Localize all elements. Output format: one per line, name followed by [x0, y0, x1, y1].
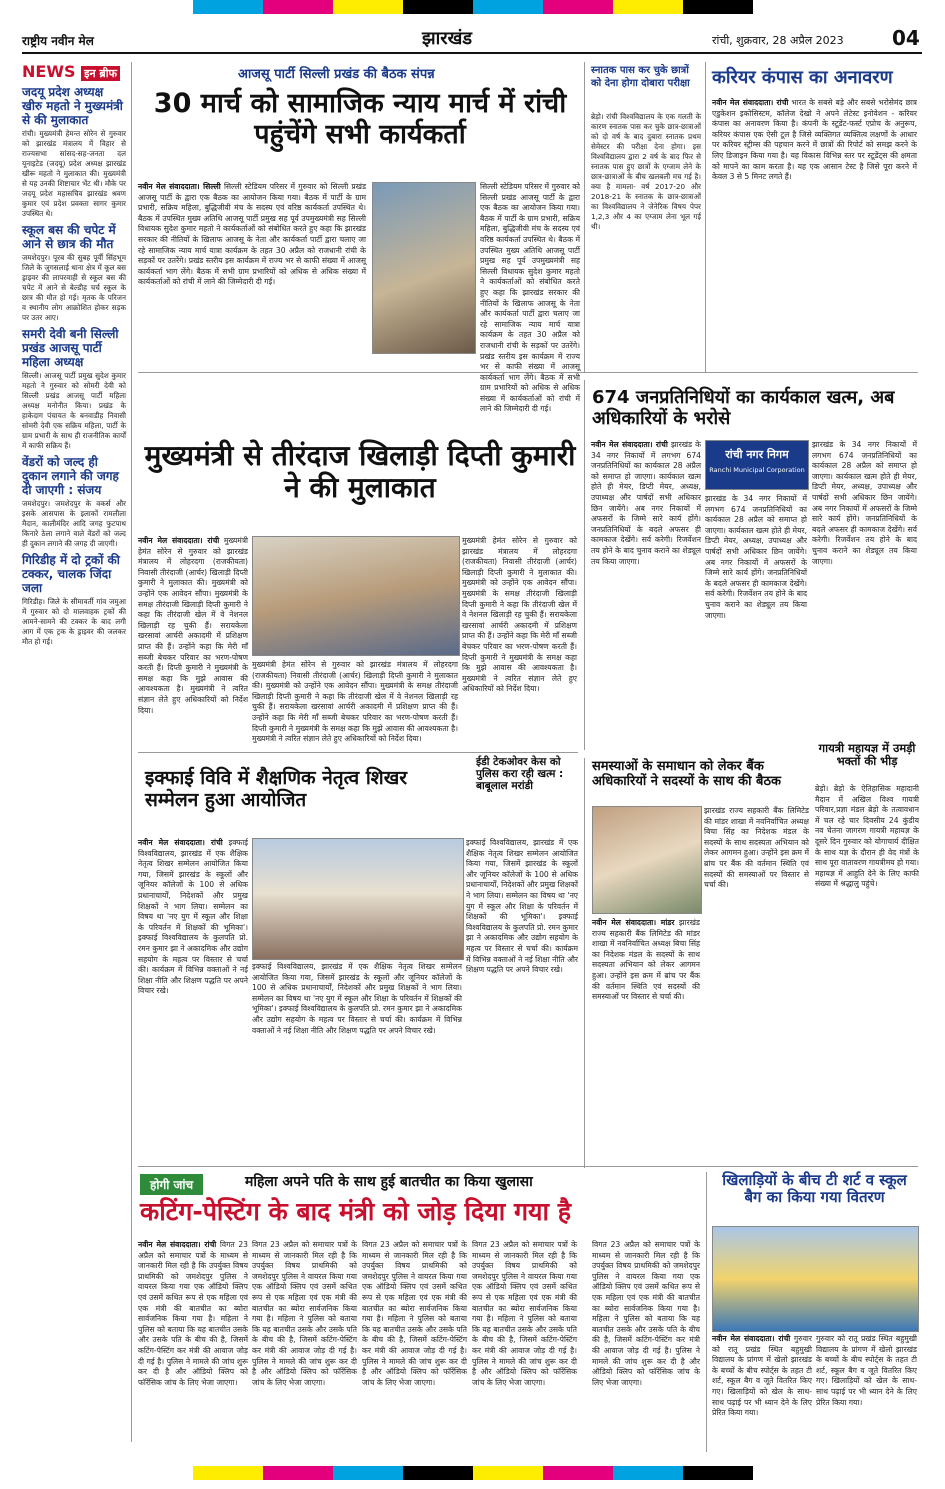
story1-photo-meeting [372, 182, 476, 354]
story10-headline: समस्याओं के समाधान को लेकर बैंक अधिकारियों ने सदस्यों के साथ की बैठक [592, 759, 782, 789]
section-title: झारखंड [422, 28, 472, 49]
story6-headline: करियर कंपास का अनावरण [712, 67, 893, 88]
color-registration-bar-bottom [0, 1466, 945, 1480]
story4-kicker: होगी जांच [140, 1174, 203, 1195]
brief-item: गिरिडीह में दो ट्रकों की टक्कर, चालक जिंदा जला गिरिडीह। जिले के सीमावर्ती गांव जमुआ में गुरुवार को दो मालवाहक ट्रकों की आमने-सामने की टक्कर के बाद लगी आग में एक ट्रक के ड्राइवर की जलकर मौत हो गई। [22, 553, 126, 646]
story7-body-col2: झारखंड के 34 नगर निकायों में लगभग 674 जनप्रतिनिधियों का कार्यकाल 28 अप्रैल को समाप्त हो जाएगा। कार्यकाल खत्म होते ही मेयर, डिप्टी मेयर, अध्यक्ष, उपाध्यक्ष और पार्षदों सभी अधिकार छिन जायेंगे। अब नगर निकायों में अफसरों के जिम्मे सारे कार्य होंगे। जनप्रतिनिधियों के बदले अफसर ही कामकाज देखेंगे। सर्व करेगी। रिजर्वेशन तय होने के बाद चुनाव कराने का शेड्यूल तय किया जाएगा। [705, 494, 807, 620]
story3-photo-event [252, 838, 464, 960]
story8-body: ब्रेड़ो। ब्रेड़ो के ऐतिहासिक महादानी मैदान में अखिल विश्व गायत्री परिवार,प्रज्ञा मंडल ब्रेड़ो के तत्वावधान में चल रहे चार दिवसीय 24 कुंडीय नव चेतना जागरण गायत्री महायज्ञ के दूसरे दिन गुरुवार को योगाचार्य दीक्षित के साथ यज्ञ के दौरान ही वेद मंत्रों के साथ पूरा वातावरण गायत्रीमय हो गया। महायज्ञ में आहुति देने के लिए काफी संख्या में श्रद्धालु पहुंचे। [815, 784, 919, 889]
story3-body-col2: इक्फाई विश्वविद्यालय, झारखंड में एक शैक्षिक नेतृत्व शिखर सम्मेलन आयोजित किया गया, जिसमें झारखंड के स्कूलों और जूनियर कॉलेजों के 100 से अधिक प्रधानाचार्यों, निदेशकों और प्रमुख शिक्षकों ने भाग लिया। सम्मेलन का विषय था 'नए युग में स्कूल और शिक्षा के परिवर्तन में शिक्षकों की भूमिका'। इक्फाई विश्वविद्यालय के कुलपति प्रो. रमन कुमार झा ने अकादमिक और उद्योग सहयोग के महत्व पर विस्तार से चर्चा की। कार्यक्रम में विभिन्न वक्ताओं ने नई शिक्षा नीति और शिक्षण पद्धति पर अपने विचार रखे। [252, 962, 462, 1035]
story11-body: नवीन मेल संवाददाता। रांची गुरुवार को रातू प्रखंड स्थित बहुमुखी विद्यालय के प्रांगण में खेलो झारखंड के बच्चों के बीच स्पोर्ट्स के तहत टी शर्ट, स्कूल बैग व जूते वितरित किए गए। खिलाड़ियों को खेल के साथ-साथ पढ़ाई पर भी ध्यान देने के लिए प्रेरित किया गया। [712, 1334, 812, 1418]
story8-headline: गायत्री महायज्ञ में उमड़ी भक्तों की भीड़ [818, 741, 916, 769]
story9-headline: ईडी टेकओवर केस को पुलिस करा रही खत्म : बाबूलाल मरांडी [476, 756, 564, 793]
story10-body-col2: झारखंड राज्य सहकारी बैंक लिमिटेड की मांडर शाखा में नवनिर्वाचित अध्यक्ष बिचा सिंह का निदेशक मंडल के सदस्यों के साथ सदस्यता अभियान को लेकर आगमन हुआ। उन्होंने इस क्रम में ब्रांच पर बैंक की वर्तमान स्थिति एवं सदस्यों की समस्याओं पर विस्तार से चर्चा की। [704, 806, 809, 890]
story2-body-col2: मुख्यमंत्री हेमंत सोरेन से गुरुवार को झारखंड मंत्रालय में लोहरदगा (राजकीयता) निवासी तीरंदाजी (आर्चर) खिलाड़ी दिप्ती कुमारी ने मुलाकात की। मुख्यमंत्री को उन्होंने एक आवेदन सौंपा। मुख्यमंत्री के समक्ष तीरंदाजी खिलाड़ी दिप्ती कुमारी ने कहा कि तीरंदाजी खेल में वे नेशनल खिलाड़ी रह चुकी हैं। सरायकेला खरसावां आर्चरी अकादमी में प्रशिक्षण प्राप्त की हैं। उन्होंने कहा कि मेरी माँ सब्जी बेचकर परिवार का भरण-पोषण करती हैं। दिप्ती कुमारी ने मुख्यमंत्री के समक्ष कहा कि मुझे आवास की आवश्यकता है। मुख्यमंत्री ने त्वरित संज्ञान लेते हुए अधिकारियों को निर्देश दिया। [252, 660, 458, 744]
story1-headline: 30 मार्च को सामाजिक न्याय मार्च में रांची पहुंचेंगे सभी कार्यकर्ता [153, 88, 567, 151]
story4-body: नवीन मेल संवाददाता। रांची विगत 23 अप्रैल को समाचार पत्रों के माध्यम से जानकारी मिल रही है कि उपर्युक्त विषय प्राथमिकी को जमशेदपुर पुलिस ने वायरल किया गया एक ऑडियो क्लिप एवं उसमें कथित रूप से एक महिला एवं एक मंत्री की बातचीत का ब्योरा सार्वजनिक किया गया है। महिला ने पुलिस को बताया कि यह बातचीत उसके और उसके पति के बीच की है, जिसमें कटिंग-पेस्टिंग कर मंत्री की आवाज जोड़ दी गई है। पुलिस ने मामले की जांच शुरू कर दी है और ऑडियो क्लिप को फॉरेंसिक जांच के लिए भेजा जाएगा। [138, 1240, 248, 1387]
story7-body-col3: झारखंड के 34 नगर निकायों में लगभग 674 जनप्रतिनिधियों का कार्यकाल 28 अप्रैल को समाप्त हो जाएगा। कार्यकाल खत्म होते ही मेयर, डिप्टी मेयर, अध्यक्ष, उपाध्यक्ष और पार्षदों सभी अधिकार छिन जायेंगे। अब नगर निकायों में अफसरों के जिम्मे सारे कार्य होंगे। जनप्रतिनिधियों के बदले अफसर ही कामकाज देखेंगे। सर्व करेगी। रिजर्वेशन तय होने के बाद चुनाव कराने का शेड्यूल तय किया जाएगा। [812, 440, 917, 566]
story1-body: नवीन मेल संवाददाता। सिल्ली सिल्ली स्टेडियम परिसर में गुरुवार को सिल्ली प्रखंड आजसू पार्टी के द्वारा एक बैठक का आयोजन किया गया। बैठक में पार्टी के ग्राम प्रभारी, सक्रिय महिला, बुद्धिजीवी मंच के सदस्य एवं वरिष्ठ कार्यकर्ता उपस्थित थे। बैठक में उपस्थित मुख्य अतिथि आजसू पार्टी प्रमुख सह पूर्व उपमुख्यमंत्री सह सिल्ली विधायक सुदेश कुमार महतो ने कार्यकर्ताओं को संबोधित करते हुए कहा कि झारखंड सरकार की नीतियों के खिलाफ आजसू के नेता और कार्यकर्ता पार्टी द्वारा चलाए जा रहे सामाजिक न्याय मार्च यात्रा कार्यक्रम के तहत 30 अप्रैल को राजधानी रांची के सड़कों पर उतरेंगे। प्रखंड स्तरीय इस कार्यक्रम में राज्य भर से काफी संख्या में आजसू कार्यकर्ता भाग लेंगे। बैठक में सभी ग्राम प्रभारियों को अधिक से अधिक संख्या में कार्यकर्ताओं को रांची में लाने की जिम्मेदारी दी गई। [138, 182, 367, 287]
masthead [22, 22, 922, 54]
story4-deck: महिला अपने पति के साथ हुई बातचीत का किया खुलासा [245, 1174, 533, 1190]
story10-body: नवीन मेल संवाददाता। मांडर झारखंड राज्य सहकारी बैंक लिमिटेड की मांडर शाखा में नवनिर्वाचित अध्यक्ष बिचा सिंह का निदेशक मंडल के सदस्यों के साथ सदस्यता अभियान को लेकर आगमन हुआ। उन्होंने इस क्रम में ब्रांच पर बैंक की वर्तमान स्थिति एवं सदस्यों की समस्याओं पर विस्तार से चर्चा की। [592, 918, 700, 1002]
color-registration-bar-top [0, 0, 945, 14]
brief-item: जदयू प्रदेश अध्यक्ष खीरु महतो ने मुख्यमंत्री से की मुलाकात रांची। मुख्यमंत्री हेमन्त सोरेन से गुरुवार को झारखंड मंत्रालय में विहार से राज्यसभा सांसद-सह-जनता दल यूनाइटेड (जदयू) प्रदेश अध्यक्ष झारखंड खीरू महतो ने मुलाकात की। मुख्यमंत्री से यह उनकी शिष्टाचार भेंट थी। मौके पर जदयू प्रदेश महासचिव झारखंड श्रवण कुमार एवं प्रदेश प्रवक्ता सागर कुमार उपस्थित थे। [22, 85, 126, 218]
brief-item: वेंडरों को जल्द ही दुकान लगाने की जगह दी जाएगी : संजय जमशेदपुर। जमशेदपुर के वकर्स और इसके आसपास के इलाकों रामलीला मैदान, कालीमंदिर आदि जगह फुटपाथ किनारे ठेला लगाने वाले वेंडरों को जल्द ही दुकान लगाने की जगह दी जाएगी। [22, 455, 126, 548]
date-line: रांची, शुक्रवार, 28 अप्रैल 2023 [712, 34, 844, 47]
story11-body-col2: गुरुवार को रातू प्रखंड स्थित बहुमुखी विद्यालय के प्रांगण में खेलो झारखंड के बच्चों के बीच स्पोर्ट्स के तहत टी शर्ट, स्कूल बैग व जूते वितरित किए गए। खिलाड़ियों को खेल के साथ-साथ पढ़ाई पर भी ध्यान देने के लिए प्रेरित किया गया। [816, 1334, 917, 1407]
story4-body-col4: विगत 23 अप्रैल को समाचार पत्रों के माध्यम से जानकारी मिल रही है कि उपर्युक्त विषय प्राथमिकी को जमशेदपुर पुलिस ने वायरल किया गया एक ऑडियो क्लिप एवं उसमें कथित रूप से एक महिला एवं एक मंत्री की बातचीत का ब्योरा सार्वजनिक किया गया है। महिला ने पुलिस को बताया कि यह बातचीत उसके और उसके पति के बीच की है, जिसमें कटिंग-पेस्टिंग कर मंत्री की आवाज जोड़ दी गई है। पुलिस ने मामले की जांच शुरू कर दी है और ऑडियो क्लिप को फॉरेंसिक जांच के लिए भेजा जाएगा। [472, 1240, 577, 1387]
story4-headline: कटिंग-पेस्टिंग के बाद मंत्री को जोड़ दिया गया है [140, 1197, 572, 1226]
story11-headline: खिलाड़ियों के बीच टी शर्ट व स्कूल बैग का किया गया वितरण [722, 1171, 907, 1207]
story1-kicker: आजसू पार्टी सिल्ली प्रखंड की बैठक संपन्न [238, 67, 435, 82]
story3-headline: इक्फाई विवि में शैक्षणिक नेतृत्व शिखर सम्मेलन हुआ आयोजित [145, 767, 408, 811]
story5-body: ब्रेड़ो। रांची विश्वविद्यालय के एक गलती के कारण स्नातक पास कर चुके छात्र-छात्राओं को दो वर्ष के बाद दुबारा स्नातक प्रथम सेमेस्टर की परीक्षा देना होगा। इस विश्वविद्यालय द्वारा 2 वर्ष के बाद फिर से स्नातक पास हुए छात्रों के एग्जाम लेने के छात्र-छात्राओं के बीच खलबली मच गई है। क्या है मामला- वर्ष 2017-20 और 2018-21 के स्नातक के छात्र-छात्राओं का विश्वविद्यालय ने जेनेरिक विषय पेपर 1,2,3 और 4 का एग्जाम लेना भूल गई थी। [591, 112, 701, 231]
story7-headline: 674 जनप्रतिनिधियों का कार्यकाल खत्म, अब अधिकारियों के भरोसे [592, 387, 895, 429]
story11-photo-students [712, 1226, 919, 1332]
story5-kicker: स्नातक पास कर चुके छात्रों को देना होगा दोबारा परीक्षा [591, 65, 690, 89]
story1-body-col3: सिल्ली स्टेडियम परिसर में गुरुवार को सिल्ली प्रखंड आजसू पार्टी के द्वारा एक बैठक का आयोजन किया गया। बैठक में पार्टी के ग्राम प्रभारी, सक्रिय महिला, बुद्धिजीवी मंच के सदस्य एवं वरिष्ठ कार्यकर्ता उपस्थित थे। बैठक में उपस्थित मुख्य अतिथि आजसू पार्टी प्रमुख सह पूर्व उपमुख्यमंत्री सह सिल्ली विधायक सुदेश कुमार महतो ने कार्यकर्ताओं को संबोधित करते हुए कहा कि झारखंड सरकार की नीतियों के खिलाफ आजसू के नेता और कार्यकर्ता पार्टी द्वारा चलाए जा रहे सामाजिक न्याय मार्च यात्रा कार्यक्रम के तहत 30 अप्रैल को राजधानी रांची के सड़कों पर उतरेंगे। प्रखंड स्तरीय इस कार्यक्रम में राज्य भर से काफी संख्या में आजसू कार्यकर्ता भाग लेंगे। बैठक में सभी ग्राम प्रभारियों को अधिक से अधिक संख्या में कार्यकर्ताओं को रांची में लाने की जिम्मेदारी दी गई। [480, 182, 580, 414]
story3-body-col3: इक्फाई विश्वविद्यालय, झारखंड में एक शैक्षिक नेतृत्व शिखर सम्मेलन आयोजित किया गया, जिसमें झारखंड के स्कूलों और जूनियर कॉलेजों के 100 से अधिक प्रधानाचार्यों, निदेशकों और प्रमुख शिक्षकों ने भाग लिया। सम्मेलन का विषय था 'नए युग में स्कूल और शिक्षा के परिवर्तन में शिक्षकों की भूमिका'। इक्फाई विश्वविद्यालय के कुलपति प्रो. रमन कुमार झा ने अकादमिक और उद्योग सहयोग के महत्व पर विस्तार से चर्चा की। कार्यक्रम में विभिन्न वक्ताओं ने नई शिक्षा नीति और शिक्षण पद्धति पर अपने विचार रखे। [466, 838, 578, 975]
paper-name: राष्ट्रीय नवीन मेल [22, 34, 94, 48]
story4-body-col3: विगत 23 अप्रैल को समाचार पत्रों के माध्यम से जानकारी मिल रही है कि उपर्युक्त विषय प्राथमिकी को जमशेदपुर पुलिस ने वायरल किया गया एक ऑडियो क्लिप एवं उसमें कथित रूप से एक महिला एवं एक मंत्री की बातचीत का ब्योरा सार्वजनिक किया गया है। महिला ने पुलिस को बताया कि यह बातचीत उसके और उसके पति के बीच की है, जिसमें कटिंग-पेस्टिंग कर मंत्री की आवाज जोड़ दी गई है। पुलिस ने मामले की जांच शुरू कर दी है और ऑडियो क्लिप को फॉरेंसिक जांच के लिए भेजा जाएगा। [362, 1240, 467, 1387]
story10-photo-bank-meeting [592, 806, 702, 914]
story6-body: नवीन मेल संवाददाता। रांची भारत के सबसे बड़े और सबसे भरोसेमंद छात्र एडुकेशन इकोसिस्टम, कॉलेज देखो ने अपने लेटेस्ट इनोवेशन - करियर कंपास का अनावरण किया है। कंपनी के स्टूडेंट-फर्स्ट एप्रोच के अनुरूप, करियर कंपास एक ऐसी टूल है जिसे व्यक्तिगत व्यक्तित्व लक्षणों के आधार पर करियर स्ट्रीम्स की पहचान करने में छात्रों की रिपोर्ट को समझ करने के लिए डिजाइन किया गया है। यह विकास विभिन्न स्तर पर स्टूडेंट्स की क्षमता को मापने का काम करता है। यह एक आसान टेस्ट है जिसे पूरा करने में केवल 3 से 5 मिनट लगते हैं। [712, 98, 917, 182]
story3-body: नवीन मेल संवाददाता। रांची इक्फाई विश्वविद्यालय, झारखंड में एक शैक्षिक नेतृत्व शिखर सम्मेलन आयोजित किया गया, जिसमें झारखंड के स्कूलों और जूनियर कॉलेजों के 100 से अधिक प्रधानाचार्यों, निदेशकों और प्रमुख शिक्षकों ने भाग लिया। सम्मेलन का विषय था 'नए युग में स्कूल और शिक्षा के परिवर्तन में शिक्षकों की भूमिका'। इक्फाई विश्वविद्यालय के कुलपति प्रो. रमन कुमार झा ने अकादमिक और उद्योग सहयोग के महत्व पर विस्तार से चर्चा की। कार्यक्रम में विभिन्न वक्ताओं ने नई शिक्षा नीति और शिक्षण पद्धति पर अपने विचार रखे। [138, 838, 248, 996]
story4-body-col2: विगत 23 अप्रैल को समाचार पत्रों के माध्यम से जानकारी मिल रही है कि उपर्युक्त विषय प्राथमिकी को जमशेदपुर पुलिस ने वायरल किया गया एक ऑडियो क्लिप एवं उसमें कथित रूप से एक महिला एवं एक मंत्री की बातचीत का ब्योरा सार्वजनिक किया गया है। महिला ने पुलिस को बताया कि यह बातचीत उसके और उसके पति के बीच की है, जिसमें कटिंग-पेस्टिंग कर मंत्री की आवाज जोड़ दी गई है। पुलिस ने मामले की जांच शुरू कर दी है और ऑडियो क्लिप को फॉरेंसिक जांच के लिए भेजा जाएगा। [252, 1240, 357, 1387]
story4-body-col5: विगत 23 अप्रैल को समाचार पत्रों के माध्यम से जानकारी मिल रही है कि उपर्युक्त विषय प्राथमिकी को जमशेदपुर पुलिस ने वायरल किया गया एक ऑडियो क्लिप एवं उसमें कथित रूप से एक महिला एवं एक मंत्री की बातचीत का ब्योरा सार्वजनिक किया गया है। महिला ने पुलिस को बताया कि यह बातचीत उसके और उसके पति के बीच की है, जिसमें कटिंग-पेस्टिंग कर मंत्री की आवाज जोड़ दी गई है। पुलिस ने मामले की जांच शुरू कर दी है और ऑडियो क्लिप को फॉरेंसिक जांच के लिए भेजा जाएगा। [592, 1240, 700, 1387]
story7-body: नवीन मेल संवाददाता। रांची झारखंड के 34 नगर निकायों में लगभग 674 जनप्रतिनिधियों का कार्यकाल 28 अप्रैल को समाप्त हो जाएगा। कार्यकाल खत्म होते ही मेयर, डिप्टी मेयर, अध्यक्ष, उपाध्यक्ष और पार्षदों सभी अधिकार छिन जायेंगे। अब नगर निकायों में अफसरों के जिम्मे सारे कार्य होंगे। जनप्रतिनिधियों के बदले अफसर ही कामकाज देखेंगे। सर्व करेगी। रिजर्वेशन तय होने के बाद चुनाव कराने का शेड्यूल तय किया जाएगा। [591, 440, 701, 566]
story2-body-col3: मुख्यमंत्री हेमंत सोरेन से गुरुवार को झारखंड मंत्रालय में लोहरदगा (राजकीयता) निवासी तीरंदाजी (आर्चर) खिलाड़ी दिप्ती कुमारी ने मुलाकात की। मुख्यमंत्री को उन्होंने एक आवेदन सौंपा। मुख्यमंत्री के समक्ष तीरंदाजी खिलाड़ी दिप्ती कुमारी ने कहा कि तीरंदाजी खेल में वे नेशनल खिलाड़ी रह चुकी हैं। सरायकेला खरसावां आर्चरी अकादमी में प्रशिक्षण प्राप्त की हैं। उन्होंने कहा कि मेरी माँ सब्जी बेचकर परिवार का भरण-पोषण करती हैं। दिप्ती कुमारी ने मुख्यमंत्री के समक्ष कहा कि मुझे आवास की आवश्यकता है। मुख्यमंत्री ने त्वरित संज्ञान लेते हुए अधिकारियों को निर्देश दिया। [462, 536, 577, 694]
story2-body: नवीन मेल संवाददाता। रांची मुख्यमंत्री हेमंत सोरेन से गुरुवार को झारखंड मंत्रालय में लोहरदगा (राजकीयता) निवासी तीरंदाजी (आर्चर) खिलाड़ी दिप्ती कुमारी ने मुलाकात की। मुख्यमंत्री को उन्होंने एक आवेदन सौंपा। मुख्यमंत्री के समक्ष तीरंदाजी खिलाड़ी दिप्ती कुमारी ने कहा कि तीरंदाजी खेल में वे नेशनल खिलाड़ी रह चुकी हैं। सरायकेला खरसावां आर्चरी अकादमी में प्रशिक्षण प्राप्त की हैं। उन्होंने कहा कि मेरी माँ सब्जी बेचकर परिवार का भरण-पोषण करती हैं। दिप्ती कुमारी ने मुख्यमंत्री के समक्ष कहा कि मुझे आवास की आवश्यकता है। मुख्यमंत्री ने त्वरित संज्ञान लेते हुए अधिकारियों को निर्देश दिया। [138, 536, 248, 715]
news-brief-label: NEWS इन ब्रीफ [22, 62, 126, 81]
municipal-corporation-sign: रांची नगर निगम Ranchi Municipal Corporation [705, 440, 809, 490]
story2-headline: मुख्यमंत्री से तीरंदाज खिलाड़ी दिप्ती कुमारी ने की मुलाकात [144, 439, 576, 505]
page-number: 04 [892, 26, 920, 50]
brief-item: स्कूल बस की चपेट में आने से छात्र की मौत जमशेदपुर। पूरब की सुबह पूर्वी सिंहभूम जिले के जुगसलाई थाना क्षेत्र में कूल बस ड्राइवर की लापरवाही से स्कूल बस की चपेट में आने से बेल्डीह चर्च स्कूल के छात्र की मौत हो गई। मृतक के परिजन व स्थानीय लोग आक्रोशित होकर सड़क पर उतर आए। [22, 223, 126, 322]
news-brief-column [22, 62, 126, 1442]
brief-item: समरी देवी बनी सिल्ली प्रखंड आजसू पार्टी महिला अध्यक्ष सिल्ली। आजसू पार्टी प्रमुख सुदेश कुमार महतो ने गुरुवार को सोमरी देवी को सिल्ली प्रखंड आजसू पार्टी महिला अध्यक्ष मनोनीत किया। प्रखंड के हाकेदाग पंचायत के बनवाडीह निवासी सोमरी देवी एक सक्रिय महिला, पार्टी के ग्राम प्रभारी के साथ ही राजनीतिक कार्यों में काफी सक्रिय हैं। [22, 327, 126, 450]
story2-photo-meeting [252, 536, 460, 656]
